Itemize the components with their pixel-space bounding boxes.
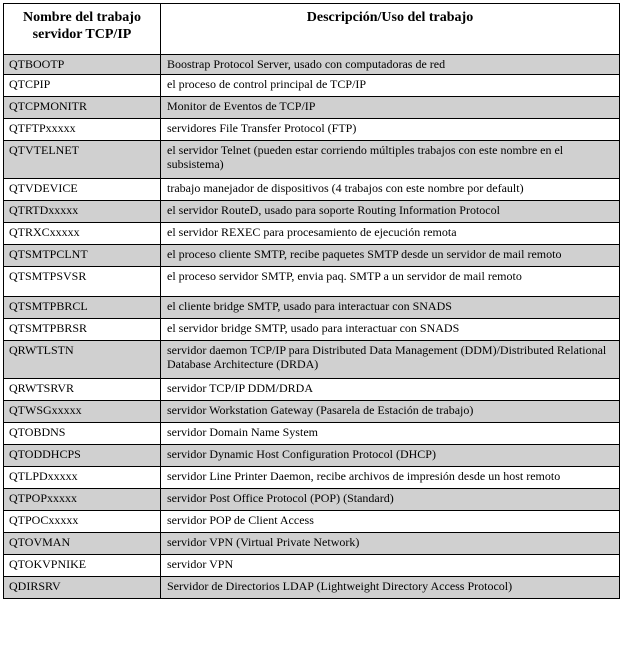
- table-row: [4, 555, 620, 577]
- table-row: [4, 511, 620, 533]
- job-description-cell: el servidor RouteD, usado para soporte Routing Information Protocol: [161, 201, 620, 223]
- table-row: [4, 201, 620, 223]
- table-row: [4, 577, 620, 599]
- job-name-cell: QTVDEVICE: [4, 179, 161, 201]
- job-description-cell: el servidor REXEC para procesamiento de ejecución remota: [161, 223, 620, 245]
- job-name-cell: QTSMTPBRCL: [4, 297, 161, 319]
- job-description-cell: servidor VPN: [161, 555, 620, 577]
- table-row: [4, 119, 620, 141]
- table-row: [4, 179, 620, 201]
- table-row: [4, 423, 620, 445]
- table-row: [4, 341, 620, 379]
- job-name-cell: QTWSGxxxxx: [4, 401, 161, 423]
- header-job-description: Descripción/Uso del trabajo: [161, 4, 620, 55]
- job-name-cell: QTBOOTP: [4, 55, 161, 75]
- tcpip-jobs-table: [3, 3, 620, 599]
- job-name-cell: QTODDHCPS: [4, 445, 161, 467]
- table-row: [4, 97, 620, 119]
- job-name-cell: QTVTELNET: [4, 141, 161, 179]
- job-description-cell: Monitor de Eventos de TCP/IP: [161, 97, 620, 119]
- job-name-cell: QTCPIP: [4, 75, 161, 97]
- table-row: [4, 55, 620, 75]
- job-description-cell: Servidor de Directorios LDAP (Lightweight Directory Access Protocol): [161, 577, 620, 599]
- table-row: [4, 267, 620, 297]
- job-description-cell: el cliente bridge SMTP, usado para interactuar con SNADS: [161, 297, 620, 319]
- job-name-cell: QTSMTPSVSR: [4, 267, 161, 297]
- job-name-cell: QTOVMAN: [4, 533, 161, 555]
- job-name-cell: QRWTSRVR: [4, 379, 161, 401]
- job-description-cell: el servidor bridge SMTP, usado para interactuar con SNADS: [161, 319, 620, 341]
- table-row: [4, 379, 620, 401]
- job-description-cell: servidor Workstation Gateway (Pasarela de Estación de trabajo): [161, 401, 620, 423]
- job-name-cell: QDIRSRV: [4, 577, 161, 599]
- table-row: [4, 319, 620, 341]
- job-description-cell: servidor TCP/IP DDM/DRDA: [161, 379, 620, 401]
- job-name-cell: QTFTPxxxxx: [4, 119, 161, 141]
- table-row: [4, 245, 620, 267]
- job-name-cell: QTPOCxxxxx: [4, 511, 161, 533]
- job-description-cell: Boostrap Protocol Server, usado con computadoras de red: [161, 55, 620, 75]
- table-header-row: [4, 4, 620, 55]
- job-description-cell: servidor Dynamic Host Configuration Protocol (DHCP): [161, 445, 620, 467]
- job-description-cell: el proceso servidor SMTP, envia paq. SMTP a un servidor de mail remoto: [161, 267, 620, 297]
- table-row: [4, 75, 620, 97]
- job-name-cell: QTPOPxxxxx: [4, 489, 161, 511]
- table-row: [4, 489, 620, 511]
- job-description-cell: trabajo manejador de dispositivos (4 trabajos con este nombre por default): [161, 179, 620, 201]
- job-name-cell: QTCPMONITR: [4, 97, 161, 119]
- job-name-cell: QTLPDxxxxx: [4, 467, 161, 489]
- job-description-cell: servidor VPN (Virtual Private Network): [161, 533, 620, 555]
- job-name-cell: QTSMTPBRSR: [4, 319, 161, 341]
- job-description-cell: el proceso cliente SMTP, recibe paquetes SMTP desde un servidor de mail remoto: [161, 245, 620, 267]
- header-job-name: Nombre del trabajo servidor TCP/IP: [4, 4, 161, 55]
- table-row: [4, 141, 620, 179]
- job-description-cell: el proceso de control principal de TCP/IP: [161, 75, 620, 97]
- job-name-cell: QRWTLSTN: [4, 341, 161, 379]
- job-description-cell: servidor POP de Client Access: [161, 511, 620, 533]
- job-name-cell: QTRTDxxxxx: [4, 201, 161, 223]
- job-description-cell: servidor Post Office Protocol (POP) (Standard): [161, 489, 620, 511]
- table-row: [4, 297, 620, 319]
- table-row: [4, 533, 620, 555]
- job-description-cell: servidor Line Printer Daemon, recibe archivos de impresión desde un host remoto: [161, 467, 620, 489]
- job-name-cell: QTRXCxxxxx: [4, 223, 161, 245]
- job-name-cell: QTSMTPCLNT: [4, 245, 161, 267]
- job-name-cell: QTOBDNS: [4, 423, 161, 445]
- table-row: [4, 401, 620, 423]
- job-name-cell: QTOKVPNIKE: [4, 555, 161, 577]
- job-description-cell: servidor daemon TCP/IP para Distributed Data Management (DDM)/Distributed Relational Database Architecture (DRDA): [161, 341, 620, 379]
- table-body: [4, 55, 620, 599]
- job-description-cell: el servidor Telnet (pueden estar corriendo múltiples trabajos con este nombre en el subsistema): [161, 141, 620, 179]
- job-description-cell: servidores File Transfer Protocol (FTP): [161, 119, 620, 141]
- table-row: [4, 467, 620, 489]
- table-row: [4, 445, 620, 467]
- table-row: [4, 223, 620, 245]
- job-description-cell: servidor Domain Name System: [161, 423, 620, 445]
